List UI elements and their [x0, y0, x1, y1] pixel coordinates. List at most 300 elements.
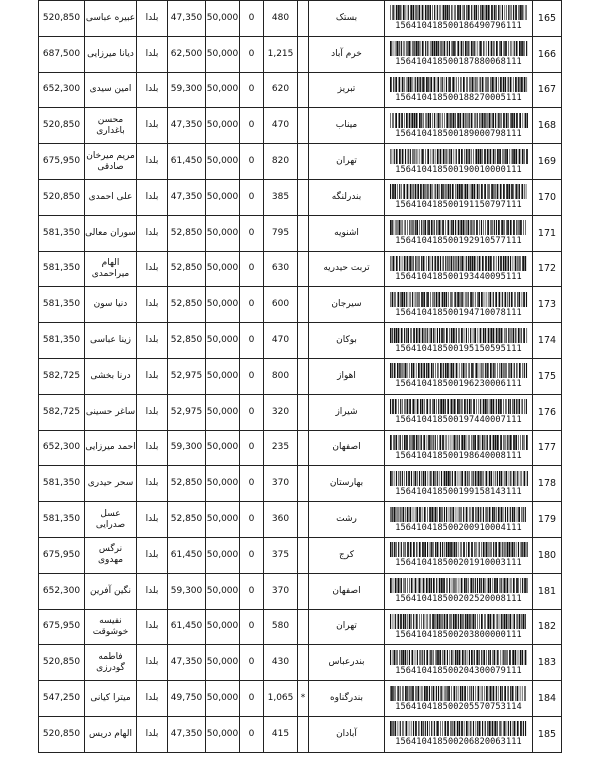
zero-value-cell: 0 — [240, 502, 264, 538]
weight-cell: 360 — [264, 502, 298, 538]
service-type-cell: بلدا — [137, 72, 168, 108]
barcode — [385, 721, 532, 747]
barcode-bars — [390, 41, 528, 56]
zero-value-cell: 0 — [240, 358, 264, 394]
barcode-cell — [385, 358, 533, 394]
mark-cell — [298, 36, 309, 72]
total-amount-cell: 581,350 — [39, 323, 85, 359]
table-row — [39, 287, 562, 323]
weight-cell: 580 — [264, 609, 298, 645]
total-amount-cell: 675,950 — [39, 144, 85, 180]
barcode-cell — [385, 36, 533, 72]
total-amount-cell: 520,850 — [39, 108, 85, 144]
mark-cell — [298, 430, 309, 466]
service-type-cell: بلدا — [137, 394, 168, 430]
row-number-cell: 168 — [533, 108, 562, 144]
destination-city-cell: اشنویه — [309, 215, 385, 251]
barcode-number: 156410418500204300079111 — [395, 665, 522, 676]
zero-value-cell: 0 — [240, 394, 264, 430]
barcode-bars — [390, 686, 528, 701]
destination-city-cell: تبریز — [309, 72, 385, 108]
barcode-cell — [385, 323, 533, 359]
destination-city-cell: میناب — [309, 108, 385, 144]
total-amount-cell: 582,725 — [39, 394, 85, 430]
recipient-name-cell: میترا کیانی — [85, 681, 137, 717]
barcode-number: 156410418500202520008111 — [395, 594, 522, 605]
barcode-number: 156410418500203800000111 — [395, 629, 522, 640]
price-cell: 49,750 — [168, 681, 206, 717]
barcode-number: 156410418500195150595111 — [395, 343, 522, 354]
zero-value-cell: 0 — [240, 537, 264, 573]
weight-cell: 235 — [264, 430, 298, 466]
zero-value-cell: 0 — [240, 573, 264, 609]
table-row — [39, 573, 562, 609]
destination-city-cell: شیراز — [309, 394, 385, 430]
price-cell: 52,850 — [168, 466, 206, 502]
table-row — [39, 36, 562, 72]
zero-value-cell: 0 — [240, 215, 264, 251]
barcode-number: 156410418500192910577111 — [395, 236, 522, 247]
table-row — [39, 681, 562, 717]
barcode-bars — [390, 184, 528, 199]
zero-value-cell: 0 — [240, 430, 264, 466]
barcode-cell — [385, 72, 533, 108]
zero-value-cell: 0 — [240, 645, 264, 681]
row-number-cell: 172 — [533, 251, 562, 287]
row-number-cell: 170 — [533, 179, 562, 215]
weight-cell: 795 — [264, 215, 298, 251]
barcode-number: 156410418500199158143111 — [395, 486, 522, 497]
barcode — [385, 399, 532, 425]
destination-city-cell: خرم آباد — [309, 36, 385, 72]
table-row — [39, 72, 562, 108]
barcode — [385, 184, 532, 210]
base-amount-cell: 50,000 — [206, 430, 240, 466]
barcode — [385, 542, 532, 568]
service-type-cell: بلدا — [137, 466, 168, 502]
barcode-number: 156410418500194710078111 — [395, 307, 522, 318]
barcode-number: 156410418500206820063111 — [395, 737, 522, 748]
weight-cell: 375 — [264, 537, 298, 573]
barcode-bars — [390, 328, 528, 343]
barcode-bars — [390, 77, 528, 92]
total-amount-cell: 520,850 — [39, 1, 85, 37]
barcode-cell — [385, 394, 533, 430]
table-row — [39, 537, 562, 573]
barcode — [385, 77, 532, 103]
barcode-cell — [385, 645, 533, 681]
service-type-cell: بلدا — [137, 215, 168, 251]
weight-cell: 1,215 — [264, 36, 298, 72]
barcode-number: 156410418500188270005111 — [395, 92, 522, 103]
total-amount-cell: 581,350 — [39, 215, 85, 251]
destination-city-cell: بهارستان — [309, 466, 385, 502]
total-amount-cell: 581,350 — [39, 466, 85, 502]
barcode-number: 156410418500187880068111 — [395, 57, 522, 68]
price-cell: 52,850 — [168, 287, 206, 323]
price-cell: 47,350 — [168, 179, 206, 215]
zero-value-cell: 0 — [240, 681, 264, 717]
barcode-number: 156410418500190010000111 — [395, 164, 522, 175]
weight-cell: 1,065 — [264, 681, 298, 717]
barcode-bars — [390, 614, 528, 629]
table-row — [39, 609, 562, 645]
destination-city-cell: آبادان — [309, 716, 385, 752]
row-number-cell: 183 — [533, 645, 562, 681]
barcode-bars — [390, 113, 528, 128]
zero-value-cell: 0 — [240, 179, 264, 215]
weight-cell: 370 — [264, 466, 298, 502]
destination-city-cell: بندرگناوه — [309, 681, 385, 717]
price-cell: 52,975 — [168, 394, 206, 430]
base-amount-cell: 50,000 — [206, 179, 240, 215]
destination-city-cell: اصفهان — [309, 573, 385, 609]
recipient-name-cell: عسل صدرایی — [85, 502, 137, 538]
destination-city-cell: کرج — [309, 537, 385, 573]
recipient-name-cell: نگین آفرین — [85, 573, 137, 609]
base-amount-cell: 50,000 — [206, 108, 240, 144]
mark-cell — [298, 537, 309, 573]
base-amount-cell: 50,000 — [206, 609, 240, 645]
base-amount-cell: 50,000 — [206, 502, 240, 538]
recipient-name-cell: الهام میراحمدی — [85, 251, 137, 287]
price-cell: 59,300 — [168, 430, 206, 466]
mark-cell — [298, 716, 309, 752]
zero-value-cell: 0 — [240, 36, 264, 72]
service-type-cell: بلدا — [137, 323, 168, 359]
service-type-cell: بلدا — [137, 430, 168, 466]
recipient-name-cell: نفیسه خوشوقت — [85, 609, 137, 645]
destination-city-cell: اصفهان — [309, 430, 385, 466]
base-amount-cell: 50,000 — [206, 716, 240, 752]
barcode — [385, 471, 532, 497]
row-number-cell: 181 — [533, 573, 562, 609]
price-cell: 61,450 — [168, 609, 206, 645]
row-number-cell: 175 — [533, 358, 562, 394]
barcode-bars — [390, 292, 528, 307]
barcode — [385, 220, 532, 246]
total-amount-cell: 652,300 — [39, 430, 85, 466]
weight-cell: 415 — [264, 716, 298, 752]
price-cell: 52,850 — [168, 323, 206, 359]
barcode-cell — [385, 287, 533, 323]
price-cell: 52,850 — [168, 502, 206, 538]
destination-city-cell: تهران — [309, 144, 385, 180]
service-type-cell: بلدا — [137, 358, 168, 394]
barcode-cell — [385, 537, 533, 573]
barcode — [385, 41, 532, 67]
service-type-cell: بلدا — [137, 645, 168, 681]
recipient-name-cell: درنا بخشی — [85, 358, 137, 394]
barcode-cell — [385, 681, 533, 717]
row-number-cell: 169 — [533, 144, 562, 180]
barcode — [385, 435, 532, 461]
mark-cell — [298, 573, 309, 609]
total-amount-cell: 675,950 — [39, 537, 85, 573]
destination-city-cell: اهواز — [309, 358, 385, 394]
service-type-cell: بلدا — [137, 573, 168, 609]
barcode-bars — [390, 149, 528, 164]
mark-cell — [298, 609, 309, 645]
recipient-name-cell: سحر حیدری — [85, 466, 137, 502]
price-cell: 59,300 — [168, 573, 206, 609]
row-number-cell: 174 — [533, 323, 562, 359]
row-number-cell: 184 — [533, 681, 562, 717]
recipient-name-cell: دنیا سون — [85, 287, 137, 323]
mark-cell — [298, 251, 309, 287]
price-cell: 52,850 — [168, 251, 206, 287]
price-cell: 52,850 — [168, 215, 206, 251]
price-cell: 52,975 — [168, 358, 206, 394]
recipient-name-cell: مریم میرخان صادقی — [85, 144, 137, 180]
zero-value-cell: 0 — [240, 323, 264, 359]
recipient-name-cell: دیانا میرزایی — [85, 36, 137, 72]
recipient-name-cell: الهام دریس — [85, 716, 137, 752]
row-number-cell: 165 — [533, 1, 562, 37]
barcode — [385, 578, 532, 604]
barcode-number: 156410418500197440007111 — [395, 415, 522, 426]
row-number-cell: 176 — [533, 394, 562, 430]
price-cell: 47,350 — [168, 645, 206, 681]
price-cell: 47,350 — [168, 108, 206, 144]
row-number-cell: 182 — [533, 609, 562, 645]
barcode-number: 156410418500201910003111 — [395, 558, 522, 569]
mark-cell: * — [298, 681, 309, 717]
table-row — [39, 323, 562, 359]
base-amount-cell: 50,000 — [206, 645, 240, 681]
destination-city-cell: تهران — [309, 609, 385, 645]
total-amount-cell: 520,850 — [39, 716, 85, 752]
total-amount-cell: 520,850 — [39, 179, 85, 215]
service-type-cell: بلدا — [137, 144, 168, 180]
service-type-cell: بلدا — [137, 179, 168, 215]
table-row — [39, 502, 562, 538]
barcode-cell — [385, 466, 533, 502]
base-amount-cell: 50,000 — [206, 394, 240, 430]
barcode-bars — [390, 578, 528, 593]
barcode-cell — [385, 1, 533, 37]
mark-cell — [298, 179, 309, 215]
destination-city-cell: تربت حیدریه — [309, 251, 385, 287]
weight-cell: 600 — [264, 287, 298, 323]
barcode-number: 156410418500205570753114 — [395, 701, 522, 712]
total-amount-cell: 675,950 — [39, 609, 85, 645]
zero-value-cell: 0 — [240, 72, 264, 108]
total-amount-cell: 652,300 — [39, 573, 85, 609]
zero-value-cell: 0 — [240, 287, 264, 323]
mark-cell — [298, 466, 309, 502]
barcode-cell — [385, 716, 533, 752]
zero-value-cell: 0 — [240, 251, 264, 287]
barcode — [385, 686, 532, 712]
weight-cell: 800 — [264, 358, 298, 394]
weight-cell: 470 — [264, 323, 298, 359]
table-row — [39, 716, 562, 752]
mark-cell — [298, 287, 309, 323]
barcode-cell — [385, 573, 533, 609]
row-number-cell: 179 — [533, 502, 562, 538]
base-amount-cell: 50,000 — [206, 358, 240, 394]
mark-cell — [298, 144, 309, 180]
recipient-name-cell: احمد میرزایی — [85, 430, 137, 466]
barcode-number: 156410418500189000798111 — [395, 128, 522, 139]
row-number-cell: 180 — [533, 537, 562, 573]
service-type-cell: بلدا — [137, 537, 168, 573]
table-row — [39, 394, 562, 430]
barcode — [385, 292, 532, 318]
destination-city-cell: سیرجان — [309, 287, 385, 323]
destination-city-cell: بندرلنگه — [309, 179, 385, 215]
base-amount-cell: 50,000 — [206, 215, 240, 251]
zero-value-cell: 0 — [240, 609, 264, 645]
weight-cell: 620 — [264, 72, 298, 108]
barcode-number: 156410418500200910004111 — [395, 522, 522, 533]
mark-cell — [298, 108, 309, 144]
zero-value-cell: 0 — [240, 716, 264, 752]
service-type-cell: بلدا — [137, 502, 168, 538]
barcode — [385, 256, 532, 282]
service-type-cell: بلدا — [137, 681, 168, 717]
table-row — [39, 251, 562, 287]
barcode-number: 156410418500196230006111 — [395, 379, 522, 390]
mark-cell — [298, 358, 309, 394]
destination-city-cell: رشت — [309, 502, 385, 538]
table-row — [39, 430, 562, 466]
price-cell: 59,300 — [168, 72, 206, 108]
base-amount-cell: 50,000 — [206, 251, 240, 287]
zero-value-cell: 0 — [240, 144, 264, 180]
barcode — [385, 650, 532, 676]
barcode — [385, 5, 532, 31]
row-number-cell: 167 — [533, 72, 562, 108]
barcode — [385, 149, 532, 175]
base-amount-cell: 50,000 — [206, 537, 240, 573]
base-amount-cell: 50,000 — [206, 287, 240, 323]
recipient-name-cell: نرگس مهدوی — [85, 537, 137, 573]
row-number-cell: 171 — [533, 215, 562, 251]
table-row — [39, 645, 562, 681]
recipient-name-cell: ساغر حسینی — [85, 394, 137, 430]
barcode-bars — [390, 363, 528, 378]
base-amount-cell: 50,000 — [206, 466, 240, 502]
weight-cell: 480 — [264, 1, 298, 37]
table-row — [39, 466, 562, 502]
total-amount-cell: 547,250 — [39, 681, 85, 717]
table-row — [39, 215, 562, 251]
weight-cell: 430 — [264, 645, 298, 681]
barcode — [385, 507, 532, 533]
weight-cell: 820 — [264, 144, 298, 180]
barcode-number: 156410418500191150797111 — [395, 200, 522, 211]
barcode-cell — [385, 215, 533, 251]
destination-city-cell: بندرعباس — [309, 645, 385, 681]
barcode-bars — [390, 435, 528, 450]
weight-cell: 320 — [264, 394, 298, 430]
service-type-cell: بلدا — [137, 716, 168, 752]
price-cell: 47,350 — [168, 716, 206, 752]
barcode — [385, 363, 532, 389]
mark-cell — [298, 502, 309, 538]
mark-cell — [298, 645, 309, 681]
table-row — [39, 358, 562, 394]
barcode-bars — [390, 399, 528, 414]
shipment-table — [38, 0, 562, 753]
mark-cell — [298, 394, 309, 430]
destination-city-cell: بستک — [309, 1, 385, 37]
price-cell: 61,450 — [168, 144, 206, 180]
recipient-name-cell: علی احمدی — [85, 179, 137, 215]
barcode-number: 156410418500193440095111 — [395, 271, 522, 282]
zero-value-cell: 0 — [240, 466, 264, 502]
total-amount-cell: 652,300 — [39, 72, 85, 108]
barcode-cell — [385, 251, 533, 287]
barcode — [385, 328, 532, 354]
barcode-bars — [390, 5, 528, 20]
barcode-bars — [390, 220, 528, 235]
barcode-cell — [385, 108, 533, 144]
mark-cell — [298, 72, 309, 108]
base-amount-cell: 50,000 — [206, 323, 240, 359]
mark-cell — [298, 215, 309, 251]
table-row — [39, 179, 562, 215]
weight-cell: 385 — [264, 179, 298, 215]
barcode-cell — [385, 144, 533, 180]
table-row — [39, 108, 562, 144]
mark-cell — [298, 1, 309, 37]
base-amount-cell: 50,000 — [206, 36, 240, 72]
destination-city-cell: بوکان — [309, 323, 385, 359]
row-number-cell: 166 — [533, 36, 562, 72]
base-amount-cell: 50,000 — [206, 573, 240, 609]
recipient-name-cell: فاطمه گودرزی — [85, 645, 137, 681]
total-amount-cell: 581,350 — [39, 287, 85, 323]
total-amount-cell: 581,350 — [39, 251, 85, 287]
recipient-name-cell: زینا عباسی — [85, 323, 137, 359]
table-row — [39, 1, 562, 37]
base-amount-cell: 50,000 — [206, 1, 240, 37]
zero-value-cell: 0 — [240, 1, 264, 37]
recipient-name-cell: امین سیدی — [85, 72, 137, 108]
barcode-cell — [385, 502, 533, 538]
weight-cell: 470 — [264, 108, 298, 144]
service-type-cell: بلدا — [137, 609, 168, 645]
service-type-cell: بلدا — [137, 287, 168, 323]
weight-cell: 630 — [264, 251, 298, 287]
recipient-name-cell: سوران معالی — [85, 215, 137, 251]
row-number-cell: 173 — [533, 287, 562, 323]
row-number-cell: 177 — [533, 430, 562, 466]
recipient-name-cell: محسن باغداری — [85, 108, 137, 144]
barcode-cell — [385, 430, 533, 466]
service-type-cell: بلدا — [137, 108, 168, 144]
row-number-cell: 185 — [533, 716, 562, 752]
base-amount-cell: 50,000 — [206, 681, 240, 717]
barcode-cell — [385, 609, 533, 645]
barcode-bars — [390, 256, 528, 271]
barcode-bars — [390, 542, 528, 557]
total-amount-cell: 581,350 — [39, 502, 85, 538]
mark-cell — [298, 323, 309, 359]
weight-cell: 370 — [264, 573, 298, 609]
recipient-name-cell: عبیره عباسی — [85, 1, 137, 37]
price-cell: 62,500 — [168, 36, 206, 72]
barcode-bars — [390, 471, 528, 486]
price-cell: 47,350 — [168, 1, 206, 37]
barcode-number: 156410418500186490796111 — [395, 21, 522, 32]
base-amount-cell: 50,000 — [206, 144, 240, 180]
service-type-cell: بلدا — [137, 36, 168, 72]
barcode-bars — [390, 507, 528, 522]
